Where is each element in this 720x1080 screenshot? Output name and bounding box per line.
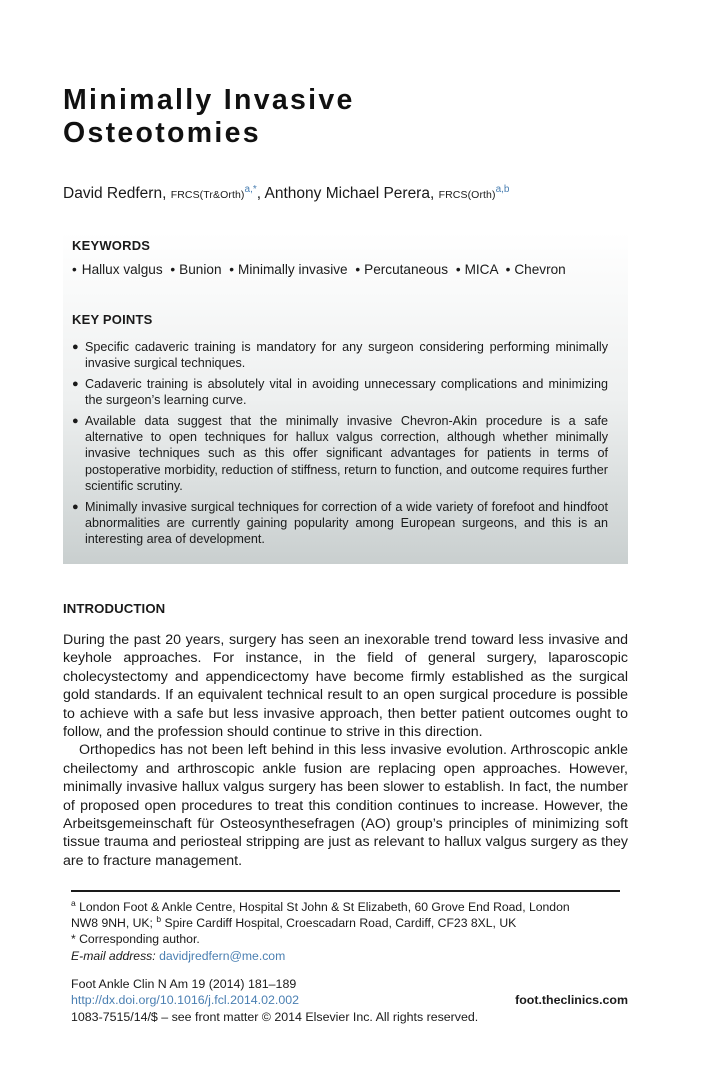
title-line-1: Minimally Invasive [63, 84, 355, 116]
key-point: ● Specific cadaveric training is mandatory for any surgeon considering performing minimally invasive surgical techniques. [72, 340, 608, 371]
affiliation-ref[interactable]: a,b [495, 184, 510, 195]
introduction-heading: INTRODUCTION [63, 601, 166, 616]
footnotes [71, 899, 620, 964]
key-points-heading: KEY POINTS [72, 312, 153, 327]
journal-citation: Foot Ankle Clin N Am 19 (2014) 181–189 [71, 977, 297, 991]
key-points-list [72, 339, 608, 552]
keyword: Minimally invasive [238, 262, 348, 277]
corresponding-author-note: * Corresponding author. [71, 932, 200, 947]
keywords-heading: KEYWORDS [72, 238, 151, 253]
keyword: Percutaneous [364, 262, 449, 277]
keyword: Hallux valgus [81, 262, 163, 277]
body-paragraph: During the past 20 years, surgery has seen an inexorable trend toward less invasive and keyhole approaches. For instance, in the field of general surgery, laparoscopic cholecystectomy and appendicectomy have become firmly established as the surgical gold standards. If an equivalent technical result to an open surgical procedure is possible to achieve with a safe but less invasive approach, then better patient outcomes ought to follow, and the profession should continue to strive in this direction. [63, 632, 628, 741]
keyword: Chevron [514, 262, 566, 277]
key-point: ● Cadaveric training is absolutely vital in avoiding unnecessary complications and minimizing the surgeon’s learning curve. [72, 377, 608, 408]
author-degree: FRCS(Orth) [438, 189, 496, 201]
footnote-divider [71, 890, 620, 892]
corresponding-mark[interactable]: * [252, 184, 257, 195]
title-line-2: Osteotomies [63, 117, 261, 149]
email-link[interactable]: davidjredfern@me.com [159, 948, 286, 963]
email-line [71, 948, 620, 964]
keyword-list: • Hallux valgus • Bunion • Minimally invasive • Percutaneous • MICA • Chevron [72, 262, 566, 277]
key-point: ● Minimally invasive surgical techniques for correction of a wide variety of forefoot and hindfoot abnormalities are currently gaining popularity among European surgeons, and this is an interesting area of development. [72, 499, 608, 547]
author-name: David Redfern, [63, 185, 167, 202]
introduction-body [63, 631, 628, 870]
email-label: E-mail address: [71, 948, 156, 963]
article-title [63, 84, 663, 150]
affiliation-a-line: $^a$ London Foot & Ankle Centre, Hospital St John & St Elizabeth, 60 Grove End Road, London [71, 898, 570, 914]
author-line [63, 182, 510, 207]
keyword: Bunion [179, 262, 222, 277]
journal-info [71, 976, 628, 1025]
journal-website-link[interactable]: foot.theclinics.com [515, 993, 628, 1008]
copyright-line: 1083-7515/14/$ – see front matter © 2014 Elsevier Inc. All rights reserved. [71, 1009, 479, 1024]
key-point: ● Available data suggest that the minimally invasive Chevron-Akin procedure is a safe alternative to open techniques for hallux valgus correction, although whether minimally invasive techniques such as this offer significant advantages for patients in terms of postoperative morbidity, reduction of stiffness, return to function, and outcome requires further scientific scrutiny. [72, 414, 608, 493]
author-separator: , [256, 185, 262, 202]
author-degree: FRCS(Tr&Orth) [170, 189, 245, 201]
affiliation-ref[interactable]: a, [244, 184, 253, 195]
body-paragraph: Orthopedics has not been left behind in this less invasive evolution. Arthroscopic ankle cheilectomy and arthroscopic ankle fusion are replacing open approaches. However, minimally invasive hallux valgus surgery has been slower to establish. In fact, the number of proposed open procedures to treat this condition continues to increase. However, the Arbeitsgemeinschaft für Osteosynthesefragen (AO) group’s principles of minimizing soft tissue trauma and periosteal stripping are just as relevant to hallux valgus surgery as they are to fracture management. [63, 742, 628, 869]
doi-link[interactable]: http://dx.doi.org/10.1016/j.fcl.2014.02.002 [71, 993, 300, 1008]
keywords-keypoints-box [63, 232, 628, 564]
author-name: Anthony Michael Perera, [264, 185, 435, 202]
keyword: MICA [464, 262, 498, 277]
affiliation-b-line: NW8 9NH, UK; $^b$ Spire Cardiff Hospital, Croescadarn Road, Cardiff, CF23 8XL, UK [71, 914, 517, 931]
